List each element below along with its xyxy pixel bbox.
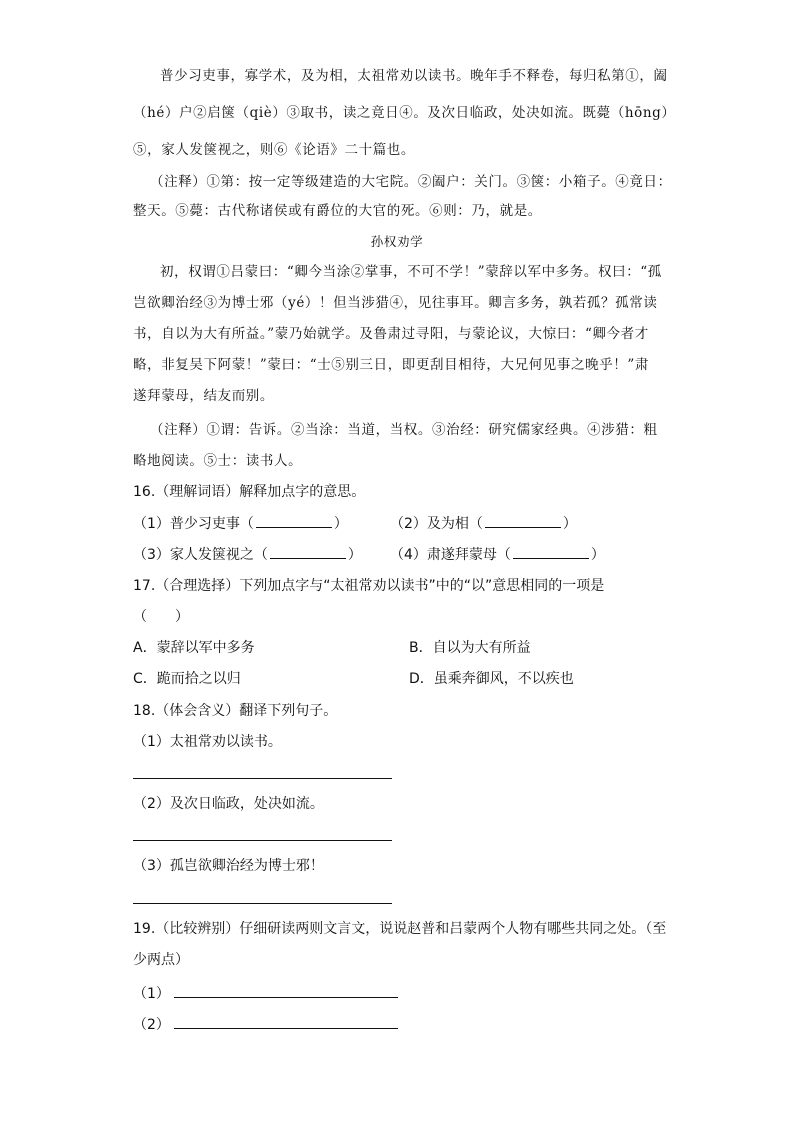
- answer-line[interactable]: [133, 903, 392, 904]
- answer-line[interactable]: [174, 1014, 398, 1029]
- passage1-line-2: （hé）户②启箧（qiè）③取书，读之竟日④。及次日临政，处决如流。既薨（hōng）: [133, 105, 676, 121]
- q18-stem: 18.（体会含义）翻译下列句子。: [133, 703, 338, 719]
- q17-answer-paren[interactable]: （ ）: [133, 609, 189, 625]
- answer-line[interactable]: [174, 983, 398, 998]
- q19-item-2: （2）: [133, 1014, 398, 1035]
- passage1-line-3: ⑤，家人发箧视之，则⑥《论语》二十篇也。: [133, 142, 415, 158]
- q19-stem-line-1: 19.（比较辨别）仔细研读两则文言文，说说赵普和吕蒙两个人物有哪些共同之处。（至: [133, 921, 667, 937]
- q19-item-1: （1）: [133, 983, 398, 1004]
- answer-blank[interactable]: [256, 513, 332, 528]
- passage2-notes-2: 略地阅读。⑤士：读书人。: [133, 453, 303, 469]
- passage2-line-4: 略，非复吴下阿蒙！”蒙曰：“士⑤别三日，即更刮目相待，大兄何见事之晚乎！”肃: [133, 357, 650, 373]
- passage2-line-1: 初，权谓①吕蒙曰：“卿今当涂②掌事，不可不学！”蒙辞以军中多务。权曰：“孤: [160, 264, 662, 280]
- q17-option-b[interactable]: B．自以为大有所益: [409, 640, 531, 656]
- q17-option-a[interactable]: A．蒙辞以军中多务: [133, 640, 255, 656]
- q16-item-3: （3）家人发箧视之（ ）: [133, 544, 362, 565]
- answer-line[interactable]: [133, 840, 392, 841]
- passage1-line-1: 普少习吏事，寡学术，及为相，太祖常劝以读书。晚年手不释卷，每归私第①，阖: [160, 68, 668, 84]
- q19-stem-line-2: 少两点）: [133, 952, 189, 968]
- q18-item-3: （3）孤岂欲卿治经为博士邪！: [133, 858, 324, 874]
- q16-item-2: （2）及为相（ ）: [390, 513, 577, 534]
- q17-option-d[interactable]: D．虽乘奔御风，不以疾也: [409, 671, 574, 687]
- passage2-notes-1: （注释）①谓：告诉。②当涂：当道，当权。③治经：研究儒家经典。④涉猎：粗: [150, 422, 658, 438]
- q16-item-1: （1）普少习吏事（ ）: [133, 513, 348, 534]
- passage1-notes-2: 整天。⑤薨：古代称诸侯或有爵位的大官的死。⑥则：乃，就是。: [133, 203, 542, 219]
- passage2-line-3: 书，自以为大有所益。”蒙乃始就学。及鲁肃过寻阳，与蒙论议，大惊曰：“卿今者才: [133, 326, 649, 342]
- q16-item-4: （4）肃遂拜蒙母（ ）: [390, 544, 605, 565]
- passage2-title: 孙权劝学: [370, 234, 424, 249]
- q16-stem: 16.（理解词语）解释加点字的意思。: [133, 484, 366, 500]
- answer-blank[interactable]: [270, 544, 346, 559]
- answer-line[interactable]: [133, 778, 392, 779]
- passage2-line-5: 遂拜蒙母，结友而别。: [133, 388, 274, 404]
- answer-blank[interactable]: [513, 544, 589, 559]
- q18-item-2: （2）及次日临政，处决如流。: [133, 796, 324, 812]
- answer-blank[interactable]: [485, 513, 561, 528]
- q18-item-1: （1）太祖常劝以读书。: [133, 734, 282, 750]
- passage2-line-2: 岂欲卿治经③为博士邪（yé）！但当涉猎④，见往事耳。卿言多务，孰若孤？孤常读: [133, 295, 658, 311]
- q17-option-c[interactable]: C．跪而拾之以归: [133, 671, 241, 687]
- q17-stem: 17.（合理选择）下列加点字与“太祖常劝以读书”中的“以”意思相同的一项是: [133, 578, 605, 594]
- passage1-notes-1: （注释）①第：按一定等级建造的大宅院。②阖户：关门。③箧：小箱子。④竟日：: [150, 174, 672, 190]
